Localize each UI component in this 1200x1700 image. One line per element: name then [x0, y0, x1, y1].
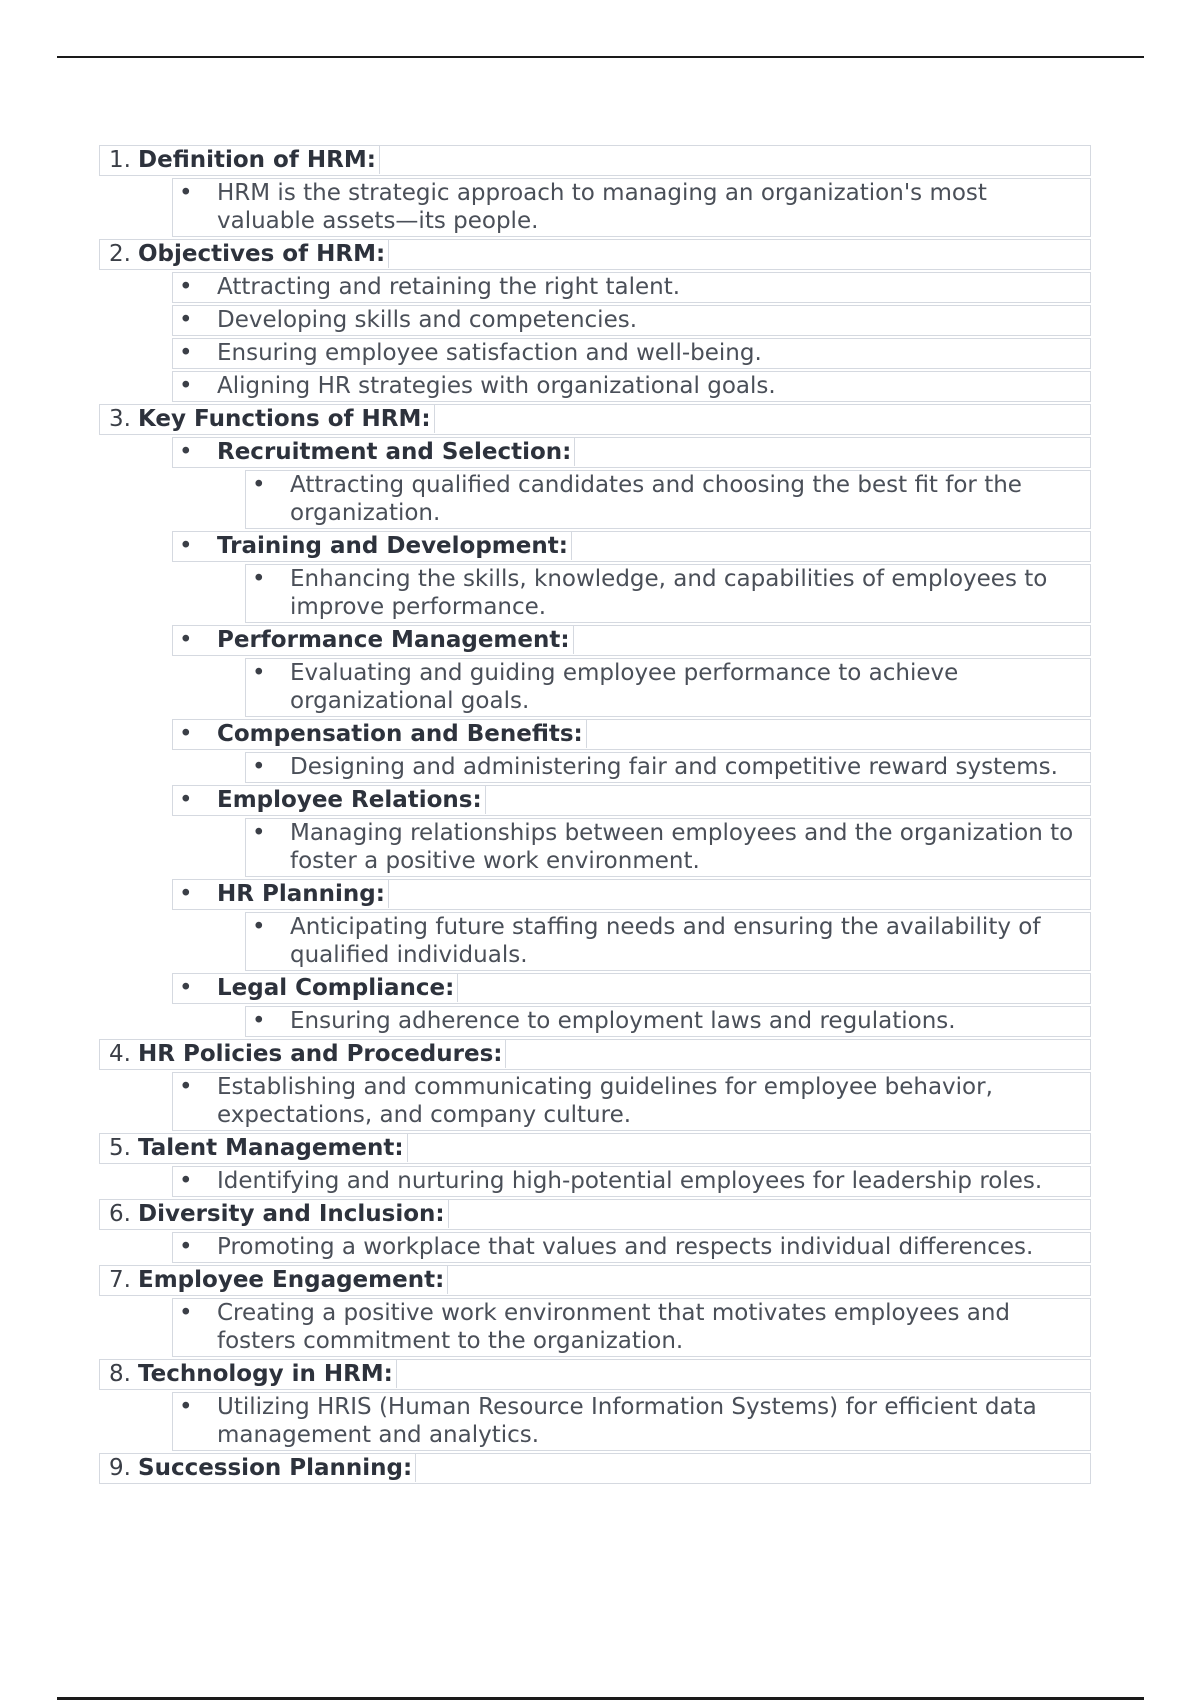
section-title: Succession Planning:: [138, 1454, 416, 1482]
list-item-text: Ensuring adherence to employment laws and regulations.: [290, 1008, 956, 1034]
list-item: [172, 305, 1091, 336]
bullet-icon: •: [252, 566, 266, 592]
document-outline: [99, 145, 1091, 1486]
list-item: [245, 752, 1091, 783]
list-item: [245, 912, 1091, 971]
subsection-title: Employee Relations:: [217, 786, 486, 814]
list-item-text: Establishing and communicating guidelines for employee behavior, expectations, and company culture.: [217, 1074, 993, 1128]
list-item: [172, 1298, 1091, 1357]
subsection-heading: [172, 785, 1091, 816]
bullet-icon: •: [179, 180, 193, 206]
section-heading: [99, 404, 1091, 435]
bullet-icon: •: [252, 1008, 266, 1034]
list-item-text: Enhancing the skills, knowledge, and capabilities of employees to improve performance.: [290, 566, 1048, 620]
list-item-text: Aligning HR strategies with organizational goals.: [217, 373, 776, 399]
section-number: 4.: [109, 1041, 131, 1067]
list-item-text: Managing relationships between employees and the organization to foster a positive work environment.: [290, 820, 1074, 874]
list-item: [172, 1392, 1091, 1451]
section-number: 7.: [109, 1267, 131, 1293]
section-title: Talent Management:: [138, 1134, 408, 1162]
bullet-icon: •: [179, 1394, 193, 1420]
section-number: 9.: [109, 1455, 131, 1481]
section-title: Diversity and Inclusion:: [138, 1200, 449, 1228]
section-title: Objectives of HRM:: [138, 240, 389, 268]
section-title: Definition of HRM:: [138, 146, 380, 174]
bullet-icon: •: [252, 820, 266, 846]
section-heading: [99, 1133, 1091, 1164]
subsection-heading: [172, 719, 1091, 750]
section-title: Employee Engagement:: [138, 1266, 448, 1294]
subsection-title: Recruitment and Selection:: [217, 438, 575, 466]
top-rule: [57, 56, 1144, 58]
bullet-icon: •: [179, 1300, 193, 1326]
list-item-text: Anticipating future staffing needs and ensuring the availability of qualified individuals.: [290, 914, 1041, 968]
section-number: 1.: [109, 147, 131, 173]
list-item: [245, 658, 1091, 717]
list-item: [172, 338, 1091, 369]
section-number: 3.: [109, 406, 131, 432]
section-heading: [99, 1265, 1091, 1296]
bullet-icon: •: [179, 627, 193, 653]
section-title: Key Functions of HRM:: [138, 405, 435, 433]
subsection-title: Training and Development:: [217, 532, 572, 560]
subsection-heading: [172, 625, 1091, 656]
bullet-icon: •: [179, 1168, 193, 1194]
list-item-text: Attracting and retaining the right talent.: [217, 274, 681, 300]
bullet-icon: •: [179, 373, 193, 399]
bullet-icon: •: [252, 914, 266, 940]
subsection-heading: [172, 531, 1091, 562]
list-item-text: Developing skills and competencies.: [217, 307, 638, 333]
list-item: [172, 178, 1091, 237]
bullet-icon: •: [179, 1234, 193, 1260]
subsection-title: HR Planning:: [217, 880, 389, 908]
bullet-icon: •: [179, 1074, 193, 1100]
subsection-heading: [172, 879, 1091, 910]
bullet-icon: •: [252, 660, 266, 686]
list-item-text: Evaluating and guiding employee performance to achieve organizational goals.: [290, 660, 959, 714]
list-item: [172, 272, 1091, 303]
bullet-icon: •: [179, 274, 193, 300]
list-item: [172, 1166, 1091, 1197]
list-item: [172, 1072, 1091, 1131]
list-item-text: HRM is the strategic approach to managing an organization's most valuable assets—its people.: [217, 180, 987, 234]
section-number: 2.: [109, 241, 131, 267]
subsection-title: Legal Compliance:: [217, 974, 458, 1002]
section-title: Technology in HRM:: [138, 1360, 397, 1388]
section-heading: [99, 239, 1091, 270]
bullet-icon: •: [252, 754, 266, 780]
bullet-icon: •: [252, 472, 266, 498]
bullet-icon: •: [179, 533, 193, 559]
bullet-icon: •: [179, 307, 193, 333]
list-item-text: Creating a positive work environment that motivates employees and fosters commitment to the organization.: [217, 1300, 1011, 1354]
section-number: 6.: [109, 1201, 131, 1227]
bullet-icon: •: [179, 439, 193, 465]
bullet-icon: •: [179, 340, 193, 366]
list-item-text: Designing and administering fair and competitive reward systems.: [290, 754, 1058, 780]
list-item: [245, 470, 1091, 529]
list-item-text: Attracting qualified candidates and choosing the best fit for the organization.: [290, 472, 1022, 526]
section-number: 5.: [109, 1135, 131, 1161]
section-title: HR Policies and Procedures:: [138, 1040, 506, 1068]
list-item: [245, 564, 1091, 623]
list-item: [245, 1006, 1091, 1037]
list-item-text: Utilizing HRIS (Human Resource Information Systems) for efficient data management and analytics.: [217, 1394, 1037, 1448]
list-item: [172, 1232, 1091, 1263]
bullet-icon: •: [179, 881, 193, 907]
section-heading: [99, 1453, 1091, 1484]
section-heading: [99, 145, 1091, 176]
section-heading: [99, 1039, 1091, 1070]
list-item-text: Identifying and nurturing high-potential employees for leadership roles.: [217, 1168, 1043, 1194]
subsection-title: Performance Management:: [217, 626, 574, 654]
section-number: 8.: [109, 1361, 131, 1387]
list-item: [245, 818, 1091, 877]
subsection-heading: [172, 437, 1091, 468]
bullet-icon: •: [179, 975, 193, 1001]
section-heading: [99, 1199, 1091, 1230]
list-item-text: Ensuring employee satisfaction and well-being.: [217, 340, 762, 366]
subsection-heading: [172, 973, 1091, 1004]
section-heading: [99, 1359, 1091, 1390]
bullet-icon: •: [179, 787, 193, 813]
subsection-title: Compensation and Benefits:: [217, 720, 587, 748]
list-item: [172, 371, 1091, 402]
list-item-text: Promoting a workplace that values and respects individual differences.: [217, 1234, 1034, 1260]
bullet-icon: •: [179, 721, 193, 747]
